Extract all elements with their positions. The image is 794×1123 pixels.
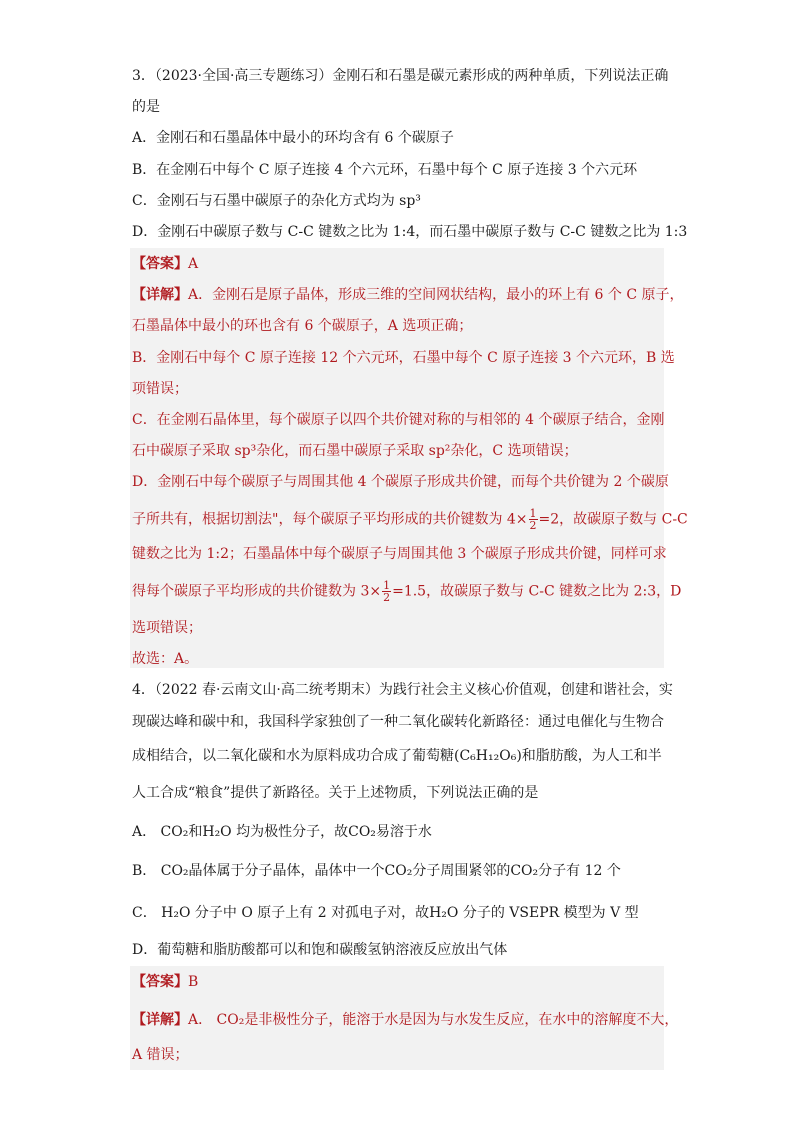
q4-stem-line-1: 4．（2022 春·云南文山·高二统考期末）为践行社会主义核心价值观，创建和谐社会，实	[132, 682, 673, 698]
q3-explanation-d-line-3: 键数之比为 1:2；石墨晶体中每个碳原子与周围其他 3 个碳原子形成共价键，同样可求	[132, 546, 667, 562]
q4-stem-line-4: 人工合成“粮食”提供了新路径。关于上述物质，下列说法正确的是	[132, 785, 539, 801]
q3-answer-line	[132, 254, 662, 274]
q4-explanation-a-line-1: 【详解】A． CO₂是非极性分子，能溶于水是因为与水发生反应，在水中的溶解度不大，	[132, 1012, 679, 1028]
q4-option-b: B． CO₂晶体属于分子晶体，晶体中一个CO₂分子周围紧邻的CO₂分子有 12 个	[132, 863, 621, 879]
q3-explanation-b-line-2: 项错误；	[132, 381, 188, 397]
q4-answer-value: B	[188, 974, 199, 990]
q4-option-a: A． CO₂和H₂O 均为极性分子，故CO₂易溶于水	[132, 824, 432, 840]
q3-explanation-a-line-1: 【详解】A．金刚石是原子晶体，形成三维的空间网状结构，最小的环上有 6 个 C 原子，	[132, 287, 684, 303]
q3-explanation-d-line-1: D．金刚石中每个碳原子与周围其他 4 个碳原子形成共价键，而每个共价键为 2 个碳原	[132, 474, 669, 490]
q3-conclusion: 故选：A。	[132, 651, 199, 667]
q3-explanation-d-line-5: 选项错误；	[132, 620, 202, 636]
q3-explanation-b-line-1: B．金刚石中每个 C 原子连接 12 个六元环，石墨中每个 C 原子连接 3 个六元环，B 选	[132, 350, 675, 366]
q4-explanation-a-line-2: A 错误；	[132, 1047, 189, 1063]
q3-explanation-d-line-4: 得每个碳原子平均形成的共价键数为 3× $\frac{1}{2}$ =1.5，故碳原子数与 C-C 键数之比为 2:3，D	[132, 579, 682, 604]
q3-option-c: C．金刚石与石墨中碳原子的杂化方式均为 sp³	[132, 193, 421, 209]
q3-option-b: B．在金刚石中每个 C 原子连接 4 个六元环，石墨中每个 C 原子连接 3 个六元环	[132, 162, 638, 178]
q3-stem-line-1: 3．（2023·全国·高三专题练习）金刚石和石墨是碳元素形成的两种单质，下列说法正确	[132, 68, 669, 84]
q3-explanation-a-line-2: 石墨晶体中最小的环也含有 6 个碳原子，A 选项正确；	[132, 318, 473, 334]
q3-option-a: A．金刚石和石墨晶体中最小的环均含有 6 个碳原子	[132, 130, 454, 146]
q3-option-d: D．金刚石中碳原子数与 C-C 键数之比为 1:4，而石墨中碳原子数与 C-C 键数之比为 1:3	[132, 224, 688, 240]
q3-explanation-d-line-2: 子所共有，根据切割法"，每个碳原子平均形成的共价键数为 4× $\frac{1}{2}$ =2，故碳原子数与 C-C	[132, 507, 688, 532]
q3-detail-tag: 【详解】	[132, 287, 188, 303]
glucose-formula: C₆H₁₂O₆	[459, 748, 517, 764]
q3-stem-line-2: 的是	[132, 99, 160, 115]
q3-explanation-c-line-2: 石中碳原子采取 sp³杂化，而石墨中碳原子采取 sp²杂化，C 选项错误；	[132, 443, 578, 459]
q4-stem-line-3: 成相结合，以二氧化碳和水为原料成功合成了葡萄糖(C₆H₁₂O₆)和脂肪酸，为人工和半	[132, 748, 662, 764]
q4-detail-tag: 【详解】	[132, 1012, 188, 1028]
q3-explanation-c-line-1: C．在金刚石晶体里，每个碳原子以四个共价键对称的与相邻的 4 个碳原子结合，金刚	[132, 412, 665, 428]
q4-answer-tag: 【答案】	[132, 974, 188, 990]
q3-answer-tag: 【答案】	[132, 256, 188, 272]
q4-option-d: D．葡萄糖和脂肪酸都可以和饱和碳酸氢钠溶液反应放出气体	[132, 942, 508, 958]
q3-answer-value: A	[188, 256, 199, 272]
q4-answer-line	[132, 972, 662, 992]
fraction-one-half: $\frac{1}{2}$	[529, 507, 537, 532]
q4-option-c: C． H₂O 分子中 O 原子上有 2 对孤电子对，故H₂O 分子的 VSEPR 模型为 V 型	[132, 905, 639, 921]
q4-stem-line-2: 现碳达峰和碳中和，我国科学家独创了一种二氧化碳转化新路径：通过电催化与生物合	[132, 714, 664, 730]
fraction-one-half: $\frac{1}{2}$	[383, 579, 391, 604]
